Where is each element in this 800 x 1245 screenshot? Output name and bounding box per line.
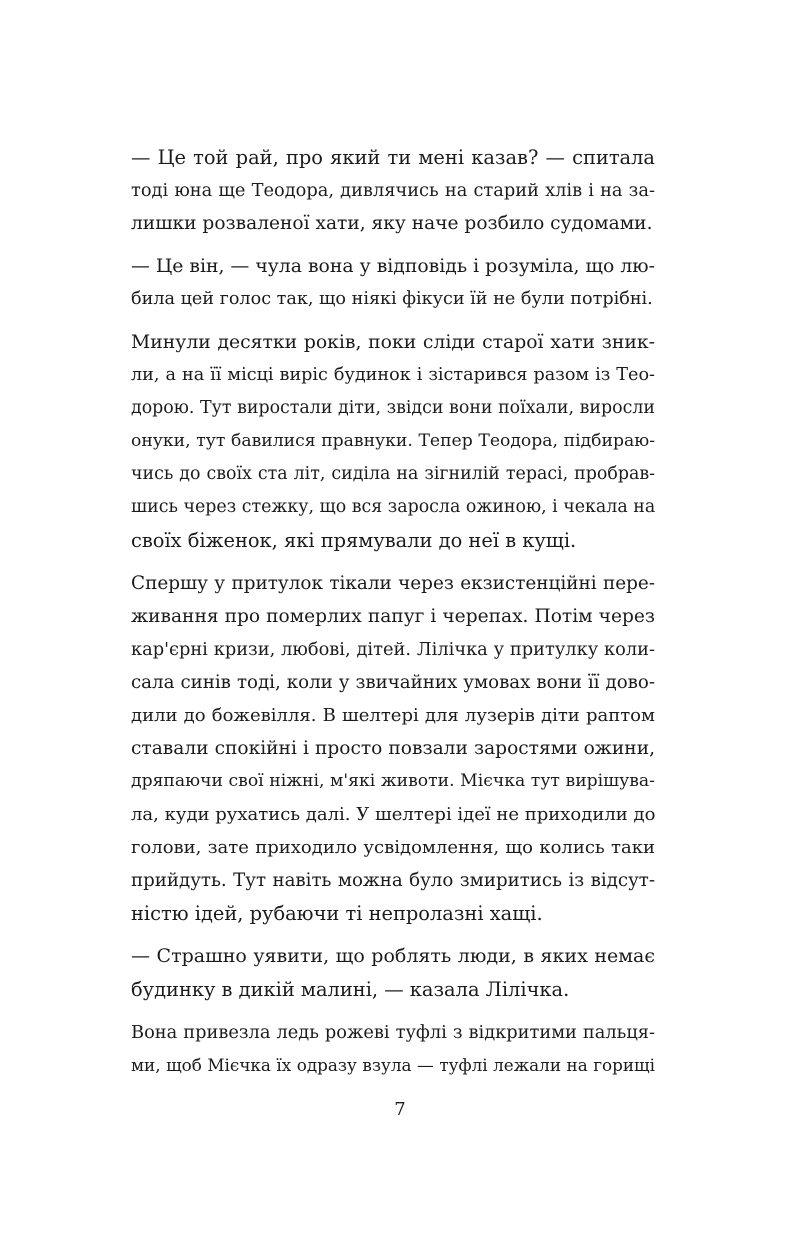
- text-line: ставали спокійні і просто повзали заростями ожини,: [131, 738, 655, 759]
- paragraph-gap: [131, 557, 655, 567]
- text-line: своїх біженок, які прямували до неї в кущі.: [131, 529, 577, 552]
- text-line: ністю ідей, рубаючи ті непролазні хащі.: [131, 902, 543, 925]
- paragraph: [131, 141, 655, 240]
- text-line: голови, зате приходило усвідомлення, що колись таки: [131, 837, 655, 858]
- text-line: била цей голос так, що ніякі фікуси їй не були потрібні.: [131, 289, 653, 309]
- paragraph: [131, 940, 655, 1006]
- paragraph: [131, 567, 655, 930]
- page-number: 7: [394, 1099, 406, 1120]
- paragraph-gap: [131, 930, 655, 940]
- text-line: шись через стежку, що вся заросла ожиною, і чекала на: [131, 497, 656, 517]
- paragraph-gap: [131, 1006, 655, 1016]
- text-line: будинку в дикій малині, — казала Лілічка.: [131, 978, 570, 1001]
- text-line: сала синів тоді, коли у звичайних умовах вони її дово-: [131, 672, 655, 693]
- text-line: онуки, тут бавилися правнуки. Тепер Теодора, підбираю-: [131, 431, 655, 451]
- text-line: Спершу у притулок тікали через екзистенційні пере-: [131, 573, 655, 594]
- book-page-text: [131, 141, 655, 1082]
- paragraph: [131, 1016, 655, 1082]
- paragraph: [131, 326, 655, 557]
- paragraph: [131, 250, 655, 316]
- text-line: чись до своїх ста літ, сиділа на зігнилій терасі, пробрав-: [131, 464, 655, 484]
- paragraph-gap: [131, 240, 655, 250]
- text-line: кар'єрні кризи, любові, дітей. Лілічка у притулку коли-: [131, 639, 655, 660]
- text-line: живання про померлих папуг і черепах. Потім через: [131, 606, 655, 627]
- text-line: ли, а на її місці виріс будинок і зістарився разом із Тео-: [131, 365, 655, 385]
- text-line: — Це він, — чула вона у відповідь і розуміла, що лю-: [131, 256, 655, 277]
- text-line: Минули десятки років, поки сліди старої хати зник-: [131, 332, 655, 353]
- text-line: ми, щоб Мієчка їх одразу взула — туфлі лежали на горищі: [131, 1055, 655, 1075]
- text-line: — Страшно уявити, що роблять люди, в яких немає: [131, 945, 655, 967]
- text-line: дряпаючи свої ніжні, м'які животи. Мієчка тут вирішува-: [131, 771, 655, 791]
- text-line: прийдуть. Тут навіть можна було змиритись із відсут-: [131, 870, 655, 891]
- text-line: дорою. Тут виростали діти, звідси вони поїхали, виросли: [131, 398, 655, 418]
- text-line: ла, куди рухатись далі. У шелтері ідеї не приходили до: [131, 804, 656, 825]
- paragraph-gap: [131, 316, 655, 326]
- text-line: — Це той рай, про який ти мені казав? — спитала: [131, 146, 655, 169]
- text-line: дили до божевілля. В шелтері для лузерів діти раптом: [131, 705, 655, 726]
- text-line: лишки розваленої хати, яку наче розбило судомами.: [131, 213, 653, 234]
- text-line: тоді юна ще Теодора, дивлячись на старий хлів і на за-: [131, 180, 655, 201]
- text-line: Вона привезла ледь рожеві туфлі з відкритими пальця-: [131, 1022, 655, 1043]
